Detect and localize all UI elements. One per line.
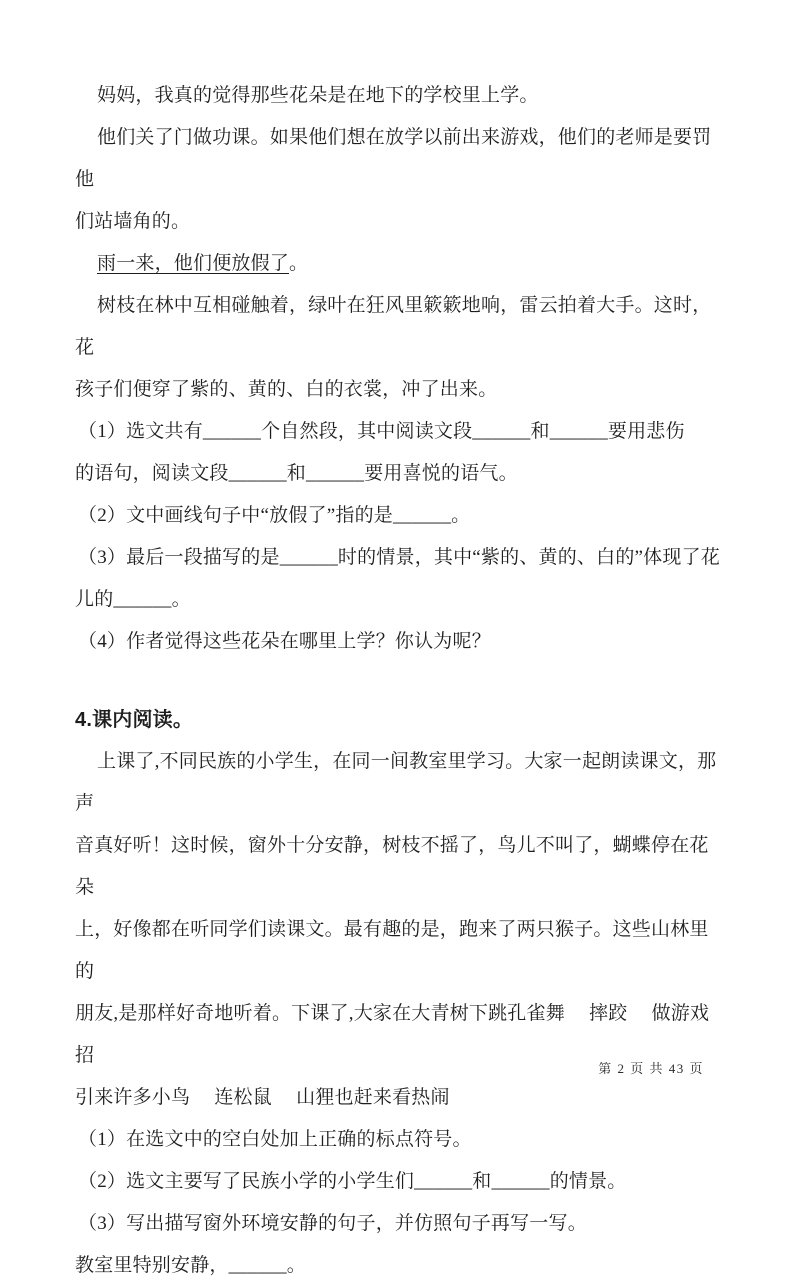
question-1-line-1: （1）选文共有______个自然段，其中阅读文段______和______要用悲伤 — [78, 421, 685, 442]
passage-line: 上课了,不同民族的小学生，在同一间教室里学习。大家一起朗读课文，那声 — [75, 751, 717, 814]
document-body — [75, 75, 734, 1287]
passage-line: 朋友,是那样好奇地听着。下课了,大家在大青树下跳孔雀舞 摔跤 做游戏 招 — [75, 1003, 734, 1066]
underlined-sentence-line — [75, 243, 723, 285]
question-2: （2）文中画线句子中“放假了”指的是______。 — [78, 505, 471, 526]
passage-line: 树枝在林中互相碰触着，绿叶在狂风里簌簌地响，雷云拍着大手。这时，花 — [75, 295, 712, 358]
underlined-sentence: 雨一来，他们便放假了 — [97, 253, 290, 274]
question-3-line-1: （3）最后一段描写的是______时的情景，其中“紫的、黄的、白的”体现了花 — [78, 547, 720, 568]
passage-line: 他们关了门做功课。如果他们想在放学以前出来游戏，他们的老师是要罚他 — [75, 127, 712, 190]
section4-question-2: （2）选文主要写了民族小学的小学生们______和______的情景。 — [78, 1171, 627, 1192]
sentence-period: 。 — [289, 253, 309, 274]
question-3-line-2: 儿的______。 — [75, 589, 191, 610]
passage-line: 妈妈，我真的觉得那些花朵是在地下的学校里上学。 — [97, 85, 539, 106]
question-1-line-2: 的语句，阅读文段______和______要用喜悦的语气。 — [75, 463, 518, 484]
passage-line: 音真好听！这时候，窗外十分安静，树枝不摇了，鸟儿不叫了，蝴蝶停在花朵 — [75, 835, 709, 898]
section-4-title: 4.课内阅读。 — [75, 709, 194, 731]
question-4: （4）作者觉得这些花朵在哪里上学？你认为呢？ — [78, 631, 491, 652]
page-number: 第 2 页 共 43 页 — [598, 1061, 704, 1076]
passage-line: 上，好像都在听同学们读课文。最有趣的是，跑来了两只猴子。这些山林里的 — [75, 919, 709, 982]
passage-line: 们站墙角的。 — [75, 211, 191, 232]
section4-question-1: （1）在选文中的空白处加上正确的标点符号。 — [78, 1129, 472, 1150]
section4-question-3: （3）写出描写窗外环境安静的句子，并仿照句子再写一写。 — [78, 1213, 587, 1234]
passage-line: 引来许多小鸟 连松鼠 山狸也赶来看热闹 — [75, 1087, 450, 1108]
section4-question-3-answer-line: 教室里特别安静，______。 — [75, 1255, 307, 1276]
passage-line: 孩子们便穿了紫的、黄的、白的衣裳，冲了出来。 — [75, 379, 498, 400]
